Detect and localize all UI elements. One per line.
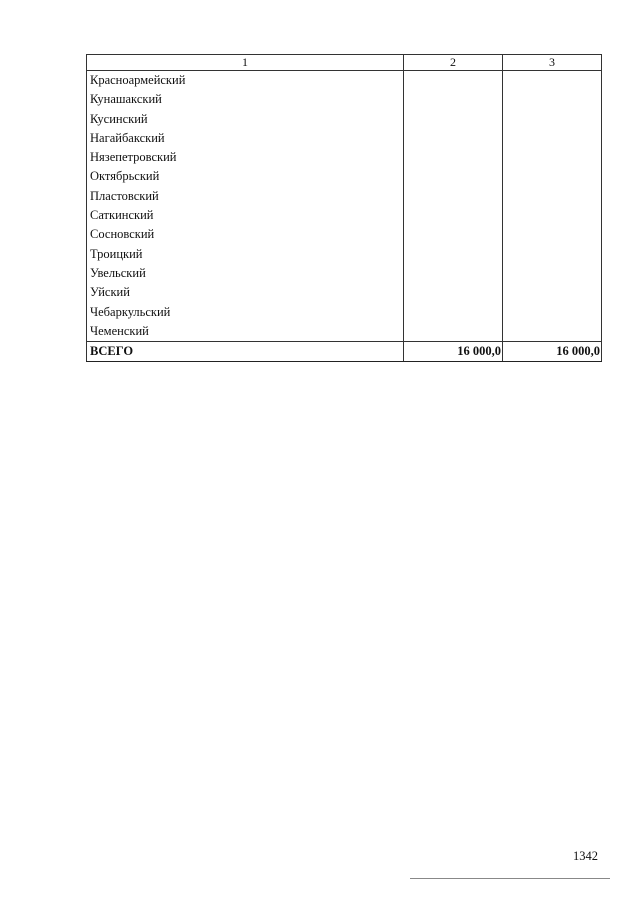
- district-name: Сосновский: [87, 225, 404, 244]
- total-label: ВСЕГО: [87, 342, 404, 362]
- column-header-1: 1: [87, 55, 404, 71]
- col3-value: [503, 110, 602, 129]
- col3-value: [503, 264, 602, 283]
- col2-value: [404, 264, 503, 283]
- data-table: [86, 54, 602, 362]
- col2-value: [404, 245, 503, 264]
- district-name: Красноармейский: [87, 71, 404, 91]
- table-row: [87, 206, 602, 225]
- col3-value: [503, 225, 602, 244]
- table-header-row: [87, 55, 602, 71]
- table-row: [87, 225, 602, 244]
- column-header-3: 3: [503, 55, 602, 71]
- col3-value: [503, 283, 602, 302]
- col3-value: [503, 148, 602, 167]
- col2-value: [404, 148, 503, 167]
- table-row: [87, 245, 602, 264]
- district-name: Нязепетровский: [87, 148, 404, 167]
- col2-value: [404, 322, 503, 342]
- table-row: [87, 187, 602, 206]
- col3-value: [503, 245, 602, 264]
- col2-value: [404, 110, 503, 129]
- district-name: Кусинский: [87, 110, 404, 129]
- district-name: Уйский: [87, 283, 404, 302]
- col3-value: [503, 187, 602, 206]
- district-name: Увельский: [87, 264, 404, 283]
- col2-value: [404, 303, 503, 322]
- col3-value: [503, 71, 602, 91]
- col2-value: [404, 167, 503, 186]
- col3-value: [503, 90, 602, 109]
- col2-value: [404, 225, 503, 244]
- page-number: 1342: [573, 849, 598, 863]
- district-name: Пластовский: [87, 187, 404, 206]
- col2-value: [404, 187, 503, 206]
- col3-value: [503, 129, 602, 148]
- table-row: [87, 264, 602, 283]
- col3-value: [503, 167, 602, 186]
- table-row: [87, 129, 602, 148]
- table-row: [87, 303, 602, 322]
- col3-value: [503, 303, 602, 322]
- district-name: Октябрьский: [87, 167, 404, 186]
- col2-value: [404, 283, 503, 302]
- district-name: Чеменский: [87, 322, 404, 342]
- table-row: [87, 71, 602, 91]
- table-row: [87, 148, 602, 167]
- bottom-rule: [410, 878, 610, 879]
- table-row: [87, 322, 602, 342]
- table-row: [87, 283, 602, 302]
- col3-value: [503, 322, 602, 342]
- district-name: Троицкий: [87, 245, 404, 264]
- column-header-2: 2: [404, 55, 503, 71]
- col3-value: [503, 206, 602, 225]
- total-row: [87, 342, 602, 362]
- col2-value: [404, 71, 503, 91]
- table-row: [87, 167, 602, 186]
- table-row: [87, 90, 602, 109]
- district-name: Нагайбакский: [87, 129, 404, 148]
- table-row: [87, 110, 602, 129]
- total-col3: 16 000,0: [503, 342, 602, 362]
- col2-value: [404, 129, 503, 148]
- total-col2: 16 000,0: [404, 342, 503, 362]
- col2-value: [404, 90, 503, 109]
- district-name: Чебаркульский: [87, 303, 404, 322]
- district-name: Кунашакский: [87, 90, 404, 109]
- col2-value: [404, 206, 503, 225]
- district-name: Саткинский: [87, 206, 404, 225]
